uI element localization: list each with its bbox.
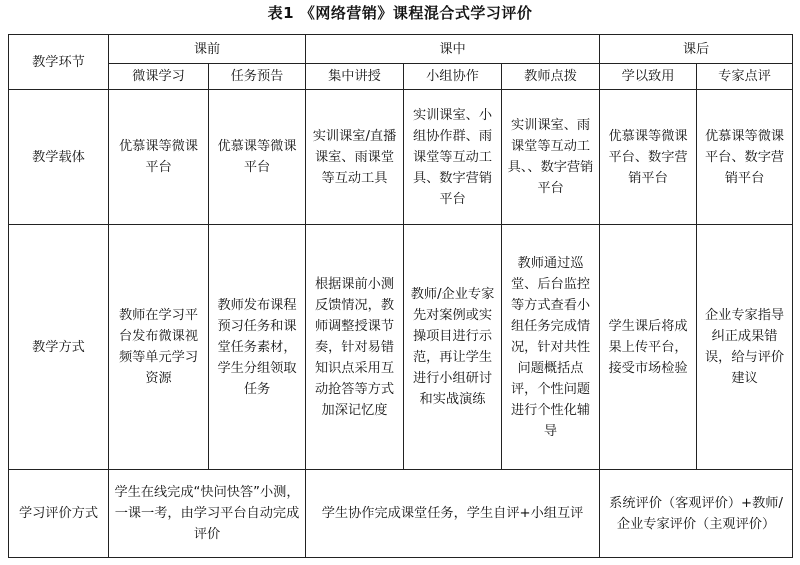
table-row [9, 225, 793, 470]
table-cell: 企业专家指导纠正成果错误，给与评价建议 [697, 225, 793, 470]
table-cell: 实训课室/直播课室、雨课堂等互动工具 [306, 90, 404, 225]
table-cell: 实训课室、小组协作群、雨课堂等互动工具、数字营销平台 [404, 90, 502, 225]
table-cell: 优慕课等微课平台 [109, 90, 209, 225]
column-header: 学以致用 [600, 64, 697, 90]
table-cell: 实训课室、雨课堂等互动工具、、数字营销平台 [502, 90, 600, 225]
table-cell: 教师/企业专家先对案例或实操项目进行示范，再让学生进行小组研讨和实战演练 [404, 225, 502, 470]
table-cell: 优慕课等微课平台、数字营销平台 [600, 90, 697, 225]
row-label: 教学载体 [9, 90, 109, 225]
group-header-in-class: 课中 [306, 35, 600, 64]
row-header-teaching-phase: 教学环节 [9, 35, 109, 90]
table-cell: 学生课后将成果上传平台，接受市场检验 [600, 225, 697, 470]
column-header: 教师点拨 [502, 64, 600, 90]
table-cell: 教师通过巡堂、后台监控等方式查看小组任务完成情况，针对共性问题概括点评，个性问题进行个性化辅导 [502, 225, 600, 470]
table-cell: 教师在学习平台发布微课视频等单元学习资源 [109, 225, 209, 470]
table-row [9, 90, 793, 225]
evaluation-in-class: 学生协作完成课堂任务，学生自评+小组互评 [306, 470, 600, 558]
column-header: 任务预告 [209, 64, 306, 90]
column-header: 专家点评 [697, 64, 793, 90]
column-header: 小组协作 [404, 64, 502, 90]
table-title: 表1 《网络营销》课程混合式学习评价 [267, 4, 533, 22]
evaluation-pre-class: 学生在线完成“快问快答”小测，一课一考，由学习平台自动完成评价 [109, 470, 306, 558]
table-row [9, 470, 793, 558]
table-cell: 教师发布课程预习任务和课堂任务素材，学生分组领取任务 [209, 225, 306, 470]
column-header: 微课学习 [109, 64, 209, 90]
group-header-post-class: 课后 [600, 35, 793, 64]
evaluation-post-class: 系统评价（客观评价）+教师/企业专家评价（主观评价） [600, 470, 793, 558]
table-cell: 优慕课等微课平台、数字营销平台 [697, 90, 793, 225]
row-label: 学习评价方式 [9, 470, 109, 558]
table-cell: 根据课前小测反馈情况，教师调整授课节奏，针对易错知识点采用互动抢答等方式加深记忆度 [306, 225, 404, 470]
column-header: 集中讲授 [306, 64, 404, 90]
row-label: 教学方式 [9, 225, 109, 470]
table-cell: 优慕课等微课平台 [209, 90, 306, 225]
group-header-pre-class: 课前 [109, 35, 306, 64]
evaluation-table [8, 34, 793, 558]
